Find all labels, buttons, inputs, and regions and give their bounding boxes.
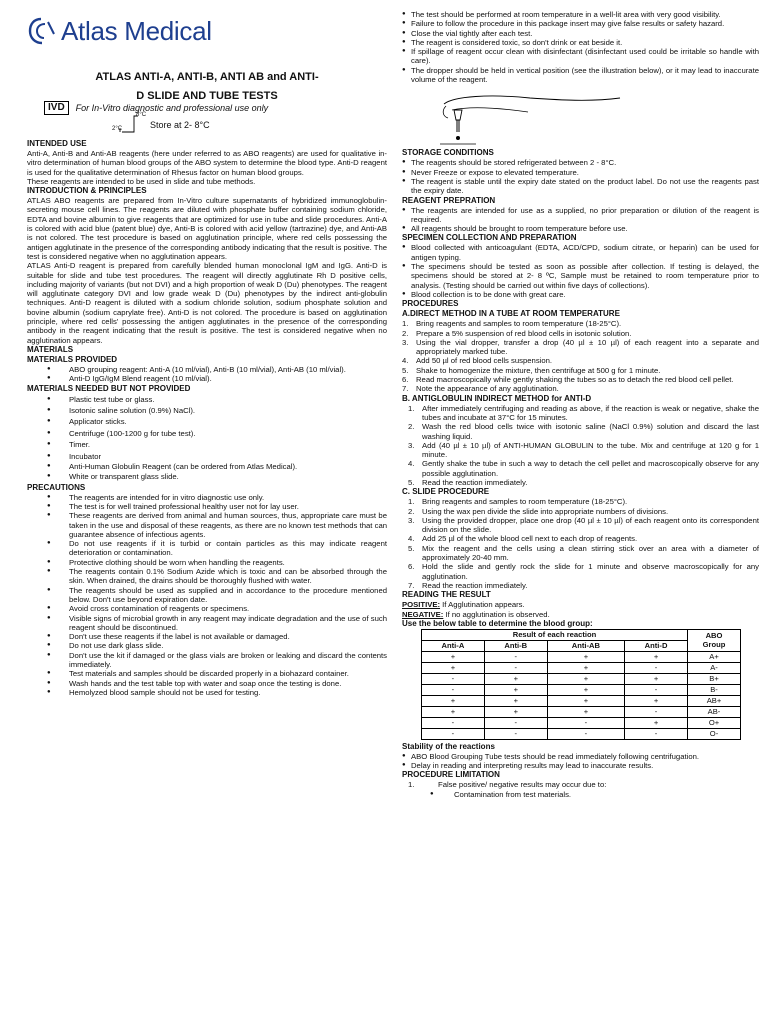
- list-item: ● The reagents should be stored refrigerated between 2 - 8°C.: [402, 158, 759, 167]
- materials-needed-list: [27, 394, 387, 483]
- logo-text: Atlas Medical: [61, 15, 212, 46]
- list-item: ● Anti-D IgG/IgM Blend reagent (10 ml/vial).: [27, 374, 387, 383]
- reaction-cell: +: [484, 673, 547, 684]
- limitation-sub-list: [402, 790, 759, 799]
- list-item: ● If spillage of reagent occur clean with disinfectant (disinfectant used could be irritable so handle with care).: [402, 47, 759, 66]
- list-item: ● ABO grouping reagent: Anti-A (10 ml/vial), Anti-B (10 ml/vial), Anti-AB (10 ml/vial).: [27, 365, 387, 374]
- logo-mark-icon: [27, 16, 57, 46]
- list-item: ● Blood collected with anticoagulant (EDTA, ACD/CPD, sodium citrate, or heparin) can be used for antigen typing.: [402, 243, 759, 262]
- intro-heading: INTRODUCTION & PRINCIPLES: [27, 186, 147, 196]
- negative-label: NEGATIVE:: [402, 609, 444, 619]
- reagent-prep-heading: REAGENT PREPRATION: [402, 195, 496, 205]
- list-item: ● The specimens should be tested as soon as possible after collection. If testing is delayed, the specimens should be stored at 2- 8 ºC, Sample must be retained to room temperature prior to analysis. (Testing should be carried out within five days of collections).: [402, 262, 759, 290]
- list-item: ● Hemolyzed blood sample should not be used for testing.: [27, 688, 387, 697]
- list-item: ● Incubator: [27, 451, 387, 462]
- list-item: ● Never Freeze or expose to elevated temperature.: [402, 168, 759, 177]
- procedure-c-steps: [402, 497, 759, 590]
- procedures-heading: PROCEDURES: [402, 299, 459, 309]
- limitation-item: 1. False positive/ negative results may occur due to:: [408, 780, 607, 790]
- abo-group-cell: A-: [688, 662, 741, 673]
- materials-needed-heading: MATERIALS NEEDED BUT NOT PROVIDED: [27, 383, 191, 393]
- list-item: ● Blood collection is to be done with great care.: [402, 290, 759, 299]
- reaction-cell: -: [625, 728, 688, 739]
- list-item: 5. Read the reaction immediately.: [408, 477, 528, 487]
- list-item: 4. Gently shake the tube in such a way to detach the cell pellet and macroscopically observe for any possible agglutination.: [408, 459, 759, 478]
- intro-paragraph-1: ATLAS ABO reagents are prepared from In-Vitro culture supernatants of hybridized immunoglobulin-secreting mouse cell lines. The reagents are diluted with phosphate buffer containing sodium chloride, EDTA and bovine albumin to give reagents that are optimized for use in tube and slide procedures. Anti-A is colored with acid blue (patent blue) dye, Anti-B is colored with acid yellow (tartrazine) dye, and Anti-AB is not colored. The test procedure is based on agglutination principle, where red cells possessing the antigen agglutinate in the presence of the corresponding antibody indicating that the result is positive. The test is considered negative when no agglutination appears.: [27, 196, 387, 261]
- intended-use-paragraph-1: Anti-A, Anti-B and Anti-AB reagents (here under referred to as ABO reagents) are used for qualitative in-vitro determination of human blood groups of the ABO system to determine the blood type. Anti-D reagent is used for the qualitative determination of Rhesus factor on human blood groups.: [27, 149, 387, 177]
- positive-label: POSITIVE:: [402, 600, 441, 610]
- list-item: 2. Using the wax pen divide the slide into appropriate numbers of divisions.: [408, 506, 669, 516]
- storage-list: [402, 158, 759, 195]
- list-item: ● Wash hands and the test table top with water and soap once the testing is done.: [27, 679, 387, 688]
- list-item: ● These reagents are derived from animal and human sources, thus, appropriate care must be taken in the use and disposal of these reagents, as there are no known test methods that can guarantee absence of infectious agents.: [27, 511, 387, 539]
- list-item: ● Failure to follow the procedure in this package insert may give false results or safety hazard.: [402, 19, 759, 28]
- store-text: Store at 2- 8°C: [150, 120, 210, 130]
- list-item: ● The reagents are intended for use as a supplied, no prior preparation or dilution of the reagent is required.: [402, 206, 759, 225]
- list-item: ● Plastic test tube or glass.: [27, 394, 387, 405]
- blood-group-table: [421, 629, 741, 740]
- ivd-row: [44, 101, 268, 115]
- title-line-2: D SLIDE AND TUBE TESTS: [136, 90, 278, 102]
- reaction-cell: +: [484, 684, 547, 695]
- abo-group-cell: B-: [688, 684, 741, 695]
- reaction-cell: -: [422, 673, 485, 684]
- left-column: [27, 139, 387, 697]
- column-header: Anti-D: [625, 640, 688, 651]
- reaction-cell: +: [625, 651, 688, 662]
- reaction-cell: +: [625, 717, 688, 728]
- procedure-a-steps: [402, 319, 759, 393]
- list-item: 6. Hold the slide and gently rock the slide for 1 minute and observe macroscopically for any agglutination.: [408, 562, 759, 581]
- list-item: ● Contamination from test materials.: [402, 790, 759, 799]
- reaction-cell: +: [422, 662, 485, 673]
- reaction-cell: -: [422, 684, 485, 695]
- list-item: 6. Read macroscopically while gently shaking the tubes so as to detach the red blood cell pellet.: [402, 375, 734, 385]
- list-item: 2. Prepare a 5% suspension of red blood cells in isotonic solution.: [402, 328, 632, 338]
- stability-list: [402, 752, 759, 771]
- reaction-cell: -: [484, 728, 547, 739]
- list-item: 3. Add (40 µl ± 10 µl) of ANTI-HUMAN GLOBULIN to the tube. Mix and centrifuge at 120 g for 1 minute.: [408, 440, 759, 460]
- list-item: 1. After immediately centrifuging and reading as above, if the reaction is weak or negative, shake the tubes and incubate at 37°C for 15 minutes.: [408, 403, 759, 422]
- procedure-c-heading: C. SLIDE PROCEDURE: [402, 487, 490, 497]
- positive-line: [402, 600, 759, 609]
- column-header: Anti-AB: [547, 640, 624, 651]
- list-item: ● The test is for well trained professional healthy user not for lay user.: [27, 502, 387, 511]
- procedure-b-steps: [402, 404, 759, 488]
- list-item: ● Centrifuge (100-1200 g for tube test).: [27, 428, 387, 439]
- list-item: ● The reagents are intended for in vitro diagnostic use only.: [27, 493, 387, 502]
- list-item: ● Protective clothing should be worn when handling the reagents.: [27, 558, 387, 567]
- list-item: ● Do not use dark glass slide.: [27, 641, 387, 650]
- ivd-text: For In-Vitro diagnostic and professional use only: [75, 103, 269, 113]
- temp-high-label: 8°C: [136, 112, 147, 118]
- reaction-cell: +: [625, 673, 688, 684]
- reaction-cell: +: [547, 684, 624, 695]
- list-item: ● The reagents contain 0.1% Sodium Azide which is toxic and can be absorbed through the skin. When drained, the drains should be thoroughly flushed with water.: [27, 567, 387, 586]
- list-item: ● Test materials and samples should be discarded properly in a biohazard container.: [27, 669, 387, 678]
- reaction-cell: +: [547, 695, 624, 706]
- list-item: 5. Mix the reagent and the cells using a clean stirring stick over an area with a diameter of approximately 20-40 mm.: [408, 543, 759, 563]
- list-item: 2. Wash the red blood cells twice with isotonic saline (NaCl 0.9%) solution and discard the last washing liquid.: [408, 422, 759, 441]
- materials-provided-heading: MATERIALS PROVIDED: [27, 354, 118, 364]
- reaction-cell: +: [547, 706, 624, 717]
- abo-group-cell: AB+: [688, 695, 741, 706]
- reading-heading: READING THE RESULT: [402, 590, 491, 600]
- intended-use-paragraph-2: These reagents are intended to be used in slide and tube methods.: [27, 176, 256, 186]
- list-item: ● The dropper should be held in vertical position (see the illustration below), or it may lead to inaccurate volume of the reagent.: [402, 66, 759, 85]
- table-row: [422, 717, 741, 728]
- storage-temp-row: [112, 114, 210, 136]
- table-intro: Use the below table to determine the blood group:: [402, 618, 593, 628]
- hand-dropper-icon: [430, 86, 630, 146]
- materials-provided-list: [27, 365, 387, 384]
- reaction-cell: -: [484, 662, 547, 673]
- abo-group-cell: B+: [688, 673, 741, 684]
- reaction-cell: -: [422, 717, 485, 728]
- table-row: [422, 673, 741, 684]
- list-item: ● Avoid cross contamination of reagents or specimens.: [27, 604, 387, 613]
- list-item: ● Timer.: [27, 439, 387, 450]
- list-item: ● The reagents should be used as supplied and in accordance to the procedure mentioned below. Don't use beyond expiration date.: [27, 586, 387, 605]
- storage-heading: STORAGE CONDITIONS: [402, 148, 494, 158]
- reaction-cell: -: [547, 728, 624, 739]
- atlas-medical-logo: [27, 14, 212, 48]
- list-item: ● Isotonic saline solution (0.9%) NaCl).: [27, 405, 387, 416]
- abo-group-cell: O-: [688, 728, 741, 739]
- ivd-badge: IVD: [44, 101, 69, 115]
- list-item: ● Visible signs of microbial growth in any reagent may indicate degradation and the use of such reagent should be discontinued.: [27, 614, 387, 633]
- table-row: [422, 651, 741, 662]
- reaction-cell: -: [625, 684, 688, 695]
- abo-group-cell: AB-: [688, 706, 741, 717]
- list-item: 3. Using the vial dropper, transfer a drop (40 µl ± 10 µl) of each reagent into a separate and appropriately marked tube.: [402, 337, 759, 357]
- reaction-cell: +: [422, 695, 485, 706]
- reaction-cell: -: [422, 728, 485, 739]
- table-row: [422, 684, 741, 695]
- list-item: 7. Read the reaction immediately.: [408, 580, 528, 590]
- list-item: 4. Add 25 µl of the whole blood cell next to each drop of reagents.: [408, 534, 638, 544]
- intended-use-heading: INTENDED USE: [27, 139, 87, 148]
- right-column: [402, 10, 759, 799]
- abo-group-cell: A+: [688, 651, 741, 662]
- negative-line: [402, 610, 759, 619]
- stability-heading: Stability of the reactions: [402, 741, 495, 751]
- table-abo-header: ABO Group: [688, 629, 741, 651]
- list-item: ● Close the vial tightly after each test.: [402, 29, 759, 38]
- list-item: 3. Using the provided dropper, place one drop (40 µl ± 10 µl) of each reagent onto its correspondent division on the slide.: [408, 515, 759, 535]
- reaction-cell: -: [484, 651, 547, 662]
- column-header: Anti-A: [422, 640, 485, 651]
- negative-text: If no agglutination is observed.: [443, 609, 550, 619]
- list-item: ● Anti-Human Globulin Reagent (can be ordered from Atlas Medical).: [27, 462, 387, 471]
- reaction-cell: +: [625, 695, 688, 706]
- table-row: [422, 706, 741, 717]
- list-item: ● The reagent is considered toxic, so don't drink or eat beside it.: [402, 38, 759, 47]
- positive-text: If Agglutination appears.: [440, 600, 525, 610]
- precautions-list: [27, 493, 387, 698]
- list-item: ● Delay in reading and interpreting results may lead to inaccurate results.: [402, 761, 759, 770]
- table-row: [422, 662, 741, 673]
- table-body: [422, 651, 741, 739]
- intro-paragraph-2: ATLAS Anti-D reagent is prepared from carefully blended human monoclonal IgM and IgG. Anti-D is suitable for slide and tube test procedures. The reagent will directly agglutinate Rh D positive cells, including majority of variants (but not DVI) and a high proportion of weak D (Du) phenotypes. The reagent will agglutinate category DVI and low grade weak D (Du) phenotypes by the indirect anti-globulin techniques. Anti-D reagent is diluted with a sodium chloride solution, sodium phosphate solution and bovine albumin (sodium caprylate free). Anti-D is not colored. The procedure is based on agglutination principle, where red cells' possessing the antigen agglutinates in the presence of the corresponding antibody in the reagent indicating that the result is positive. The test is considered negative when no agglutination appears.: [27, 261, 387, 345]
- reaction-cell: +: [422, 651, 485, 662]
- list-item: 1. Bring reagents and samples to room temperature (18-25°C).: [408, 497, 628, 507]
- table-row: [422, 695, 741, 706]
- reaction-cell: +: [422, 706, 485, 717]
- procedure-b-heading: B. ANTIGLOBULIN INDIRECT METHOD for ANTI-D: [402, 393, 592, 403]
- list-item: 5. Shake to homogenize the mixture, then centrifuge at 500 g for 1 minute.: [402, 365, 661, 375]
- reaction-cell: -: [547, 717, 624, 728]
- reagent-prep-list: [402, 206, 759, 234]
- materials-heading: MATERIALS: [27, 344, 74, 354]
- reaction-cell: +: [547, 651, 624, 662]
- limitation-heading: PROCEDURE LIMITATION: [402, 770, 500, 780]
- reaction-cell: +: [484, 695, 547, 706]
- list-item: ● Do not use reagents if it is turbid or contain particles as this may indicate reagent deterioration or contamination.: [27, 539, 387, 558]
- procedure-a-heading: A.DIRECT METHOD IN A TUBE AT ROOM TEMPERATURE: [402, 309, 620, 319]
- dropper-illustration: [402, 84, 759, 148]
- abo-group-cell: O+: [688, 717, 741, 728]
- list-item: 7. Note the appearance of any agglutination.: [402, 384, 559, 394]
- list-item: ● ABO Blood Grouping Tube tests should be read immediately following centrifugation.: [402, 752, 759, 761]
- specimen-heading: SPECIMEN COLLECTION AND PREPARATION: [402, 233, 577, 243]
- list-item: ● Don't use the kit if damaged or the glass vials are broken or leaking and discard the contents immediately.: [27, 651, 387, 670]
- list-item: ● Don't use these reagents if the label is not available or damaged.: [27, 632, 387, 641]
- reaction-cell: -: [625, 706, 688, 717]
- column-header: Anti-B: [484, 640, 547, 651]
- temperature-limit-icon: [112, 114, 148, 136]
- precautions-continued-list: [402, 10, 759, 84]
- reaction-cell: +: [547, 662, 624, 673]
- reaction-cell: +: [484, 706, 547, 717]
- reaction-cell: +: [547, 673, 624, 684]
- title-line-1: ATLAS ANTI-A, ANTI-B, ANTI AB and ANTI-: [95, 71, 319, 83]
- list-item: ● The reagent is stable until the expiry date stated on the product label. Do not use the reagents past the expiry date.: [402, 177, 759, 196]
- table-group-header: Result of each reaction: [422, 629, 688, 640]
- table-row: [422, 728, 741, 739]
- list-item: ● White or transparent glass slide.: [27, 471, 387, 482]
- list-item: ● All reagents should be brought to room temperature before use.: [402, 224, 759, 233]
- list-item: ● The test should be performed at room temperature in a well-lit area with very good visibility.: [402, 10, 759, 19]
- list-item: 4. Add 50 µl of red blood cells suspension.: [402, 356, 553, 366]
- temp-low-label: 2°C: [112, 126, 123, 132]
- reaction-cell: -: [625, 662, 688, 673]
- reaction-cell: -: [484, 717, 547, 728]
- precautions-heading: PRECAUTIONS: [27, 482, 86, 492]
- specimen-list: [402, 243, 759, 299]
- list-item: 1. Bring reagents and samples to room temperature (18-25°C).: [402, 319, 622, 329]
- list-item: ● Applicator sticks.: [27, 416, 387, 427]
